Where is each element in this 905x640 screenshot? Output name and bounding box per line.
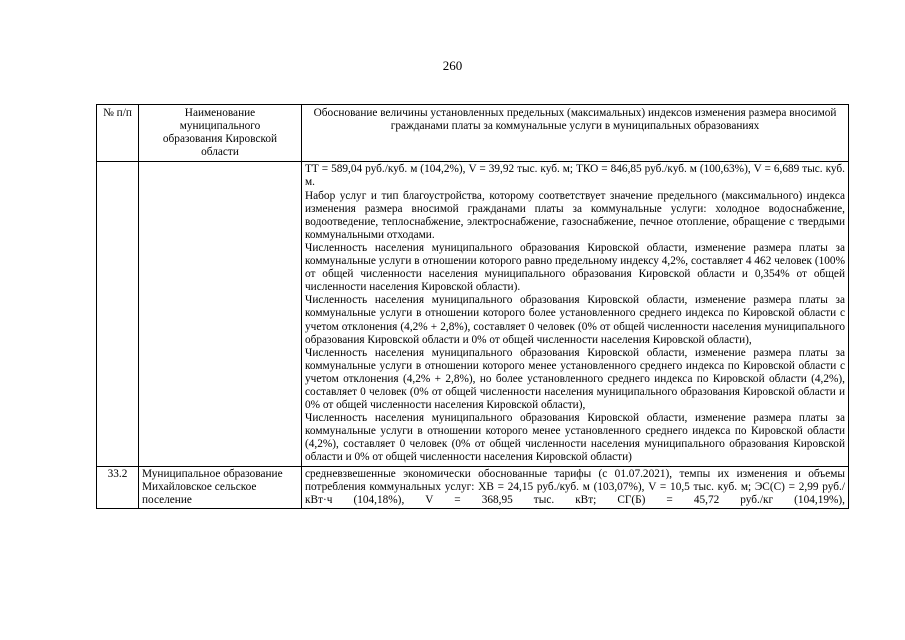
justification-paragraph: средневзвешенные экономически обоснованные тарифы (с 01.07.2021), темпы их изменения и объемы потребления коммунальных услуг: ХВ = 24,15 руб./куб. м (103,07%), V = 10,5 тыс. куб. м; ЭС(С) = 2,99 руб./кВт·ч (104,18%), V = 368,95 тыс. кВт; СГ(Б) = 45,72 руб./кг (104,19%), (305, 467, 845, 506)
row-justification-cell (302, 466, 849, 508)
table-row (97, 162, 849, 466)
row-municipality-cell: Муниципальное образование Михайловское сельское поселение (139, 466, 302, 508)
table-row (97, 466, 849, 508)
header-number: № п/п (97, 105, 139, 162)
page-number: 260 (442, 58, 463, 73)
table-header-row (97, 105, 849, 162)
justification-paragraph: Численность населения муниципального образования Кировской области, изменение размера платы за коммунальные услуги в отношении которого равно предельному индексу 4,2%, составляет 4 462 человек (100% от общей численности населения муниципального образования Кировской области и 0,354% от общей численности населения Кировской области). (305, 241, 845, 294)
header-justification: Обоснование величины установленных предельных (максимальных) индексов изменения размера вносимой гражданами платы за коммунальные услуги в муниципальных образованиях (302, 105, 849, 162)
justification-table (96, 104, 849, 509)
justification-paragraph: Численность населения муниципального образования Кировской области, изменение размера платы за коммунальные услуги в отношении которого менее установленного среднего индекса по Кировской области с учетом отклонения (4,2% + 2,8%), но более установленного среднего индекса по Кировской области (4,2%), составляет 0 человек (0% от общей численности населения муниципального образования Кировской области и 0% от общей численности населения Кировской области), (305, 346, 845, 412)
justification-paragraph: Численность населения муниципального образования Кировской области, изменение размера платы за коммунальные услуги в отношении которого более установленного среднего индекса по Кировской области с учетом отклонения (4,2% + 2,8%), составляет 0 человек (0% от общей численности населения муниципального образования Кировской области и 0% от общей численности населения Кировской области), (305, 294, 845, 346)
row-municipality-cell (139, 162, 302, 466)
header-municipality: Наименование муниципального образования Кировской области (139, 105, 302, 162)
row-justification-cell (302, 162, 849, 466)
row-number-cell (97, 162, 139, 466)
justification-paragraph: Набор услуг и тип благоустройства, которому соответствует значение предельного (максимального) индекса изменения размера вносимой гражданами платы за коммунальные услуги: холодное водоснабжение, водоотведение, теплоснабжение, электроснабжение, газоснабжение, печное отопление, обращение с твердыми коммунальными отходами. (305, 189, 845, 241)
justification-paragraph: Численность населения муниципального образования Кировской области, изменение размера платы за коммунальные услуги в отношении которого менее установленного среднего индекса по Кировской области (4,2%), составляет 0 человек (0% от общей численности населения муниципального образования Кировской области и 0% от общей численности населения Кировской области) (305, 412, 845, 464)
justification-paragraph: ТТ = 589,04 руб./куб. м (104,2%), V = 39,92 тыс. куб. м; ТКО = 846,85 руб./куб. м (100,63%), V = 6,689 тыс. куб. м. (305, 163, 845, 189)
row-number-cell: 33.2 (97, 466, 139, 508)
